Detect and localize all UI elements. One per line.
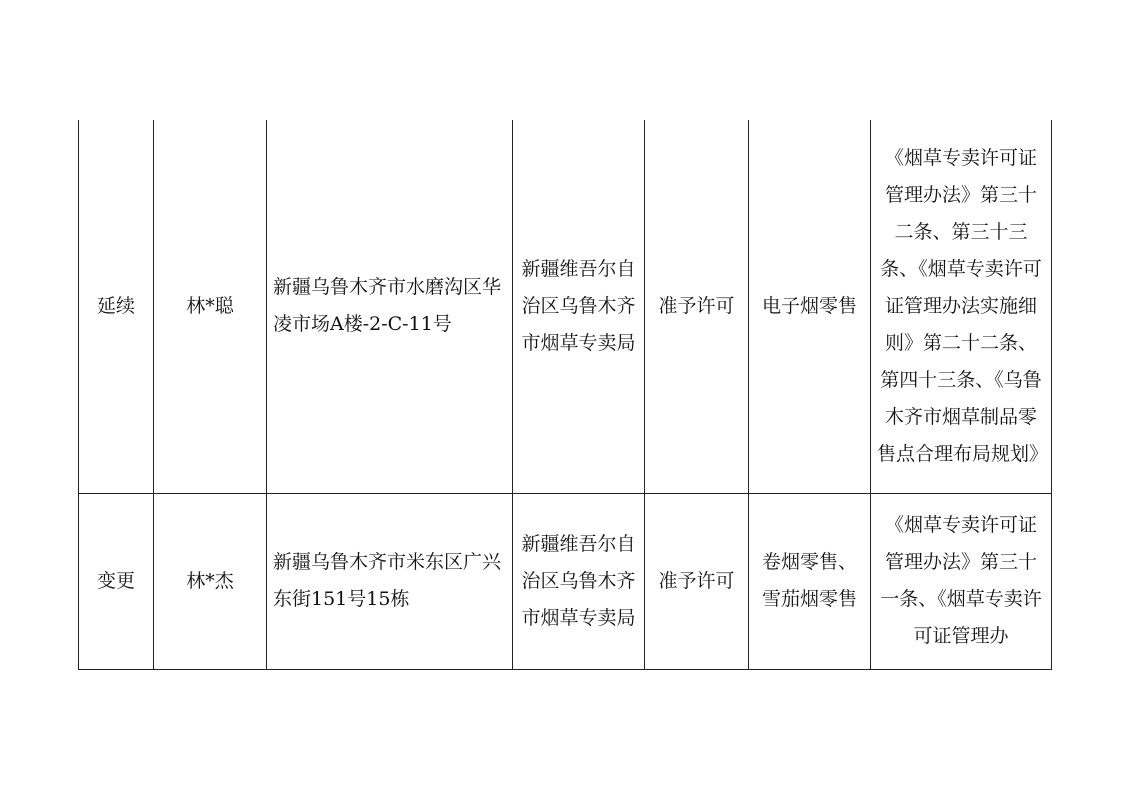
license-action-cell: 延续 (79, 120, 154, 493)
business-address-cell: 新疆乌鲁木齐市水磨沟区华凌市场A楼-2-C-11号 (267, 120, 513, 493)
permit-table (78, 120, 1052, 670)
legal-basis-cell: 《烟草专卖许可证管理办法》第三十二条、第三十三条、《烟草专卖许可证管理办法实施细则》第二十二条、第四十三条、《乌鲁木齐市烟草制品零售点合理布局规划》 (871, 120, 1052, 493)
applicant-name-cell: 林*聪 (154, 120, 267, 493)
issuing-authority-cell: 新疆维吾尔自治区乌鲁木齐市烟草专卖局 (513, 493, 645, 669)
business-scope-cell: 电子烟零售 (749, 120, 871, 493)
table-row (79, 120, 1052, 493)
applicant-name-cell: 林*杰 (154, 493, 267, 669)
decision-cell: 准予许可 (645, 120, 749, 493)
table-row (79, 493, 1052, 669)
business-address-cell: 新疆乌鲁木齐市米东区广兴东街151号15栋 (267, 493, 513, 669)
legal-basis-cell: 《烟草专卖许可证管理办法》第三十一条、《烟草专卖许可证管理办 (871, 493, 1052, 669)
issuing-authority-cell: 新疆维吾尔自治区乌鲁木齐市烟草专卖局 (513, 120, 645, 493)
license-action-cell: 变更 (79, 493, 154, 669)
decision-cell: 准予许可 (645, 493, 749, 669)
business-scope-cell: 卷烟零售、雪茄烟零售 (749, 493, 871, 669)
